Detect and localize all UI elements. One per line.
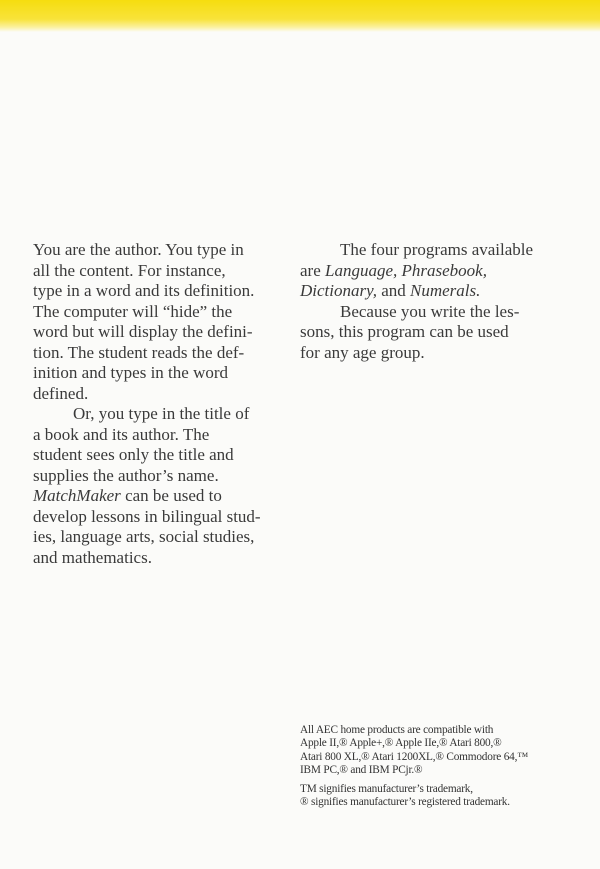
program-numerals: Numerals. [410, 281, 481, 300]
right-column [300, 240, 555, 363]
paragraph-age-group: Because you write the les- sons, this program can be used for any age group. [300, 301, 520, 362]
product-name-matchmaker: MatchMaker [33, 486, 121, 505]
program-dictionary: Dictionary, [300, 281, 377, 300]
program-phrasebook: Phrasebook, [401, 260, 487, 280]
paragraph-author-intro: You are the author. You type in all the content. For instance, type in a word and its definition. The computer will “hide” the word but will display the defini- tion. The student reads the def- inition and types in the word defined. [33, 240, 255, 403]
yellow-top-band [0, 0, 600, 32]
trademark-notes: TM signifies manufacturer’s trademark, ® signifies manufacturer’s registered trademark. [300, 782, 510, 809]
left-column [33, 240, 283, 568]
compatibility-note [300, 724, 565, 814]
paragraph-programs: The four programs available are Language, Phrasebook, Dictionary, and Numerals. [300, 240, 534, 300]
program-language: Language, [325, 260, 398, 280]
paragraph-title-author: Or, you type in the title of a book and its author. The student sees only the title and supplies the author’s name. MatchMaker can be used to develop lessons in bilingual stud- ies, language arts, social studies, and mathematics. [33, 404, 261, 567]
compatibility-list: All AEC home products are compatible with Apple II,® Apple+,® Apple IIe,® Atari 800,® Atari 800 XL,® Atari 1200XL,® Commodore 64,™ IBM PC,® and IBM PCjr.® [300, 724, 529, 777]
